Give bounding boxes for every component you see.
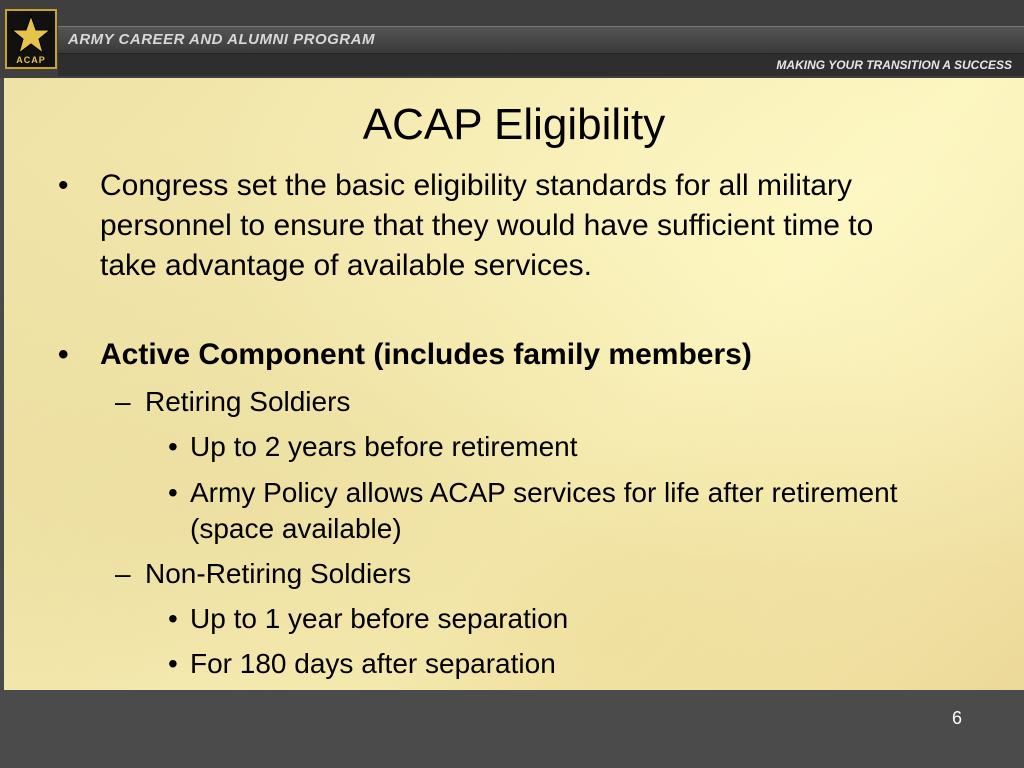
item-text: Active Component (includes family members)	[100, 338, 752, 371]
item-text: Army Policy allows ACAP services for life after retirement (space available)	[190, 477, 898, 544]
bullet-icon: •	[168, 477, 178, 508]
dash-icon: –	[115, 558, 131, 589]
star-icon	[11, 14, 51, 56]
slide-body	[4, 78, 1024, 690]
list-item	[115, 556, 945, 592]
page-number: 6	[951, 708, 962, 728]
item-text: Non-Retiring Soldiers	[145, 558, 412, 589]
list-item	[168, 646, 950, 682]
slide-title: ACAP Eligibility	[362, 100, 666, 149]
item-text: Congress set the basic eligibility standards for all military personnel to ensure that they would have sufficient time to take advantage of available services.	[100, 169, 874, 282]
list-item	[168, 429, 950, 465]
tagline: MAKING YOUR TRANSITION A SUCCESS	[776, 58, 1012, 72]
list-item	[58, 335, 980, 375]
acap-logo	[5, 9, 57, 69]
list-item	[58, 166, 930, 286]
item-text: For 180 days after separation	[190, 648, 556, 679]
bullet-list	[4, 78, 1024, 690]
list-item	[115, 384, 945, 420]
slide-footer	[0, 690, 1024, 768]
logo-text: ACAP	[16, 55, 46, 65]
item-text: Up to 1 year before separation	[190, 603, 569, 634]
list-item	[168, 601, 950, 637]
item-text: Retiring Soldiers	[145, 386, 351, 417]
slide-header	[0, 0, 1024, 78]
bullet-icon: •	[168, 648, 178, 679]
bullet-icon: •	[58, 338, 69, 371]
bullet-icon: •	[168, 431, 178, 462]
bullet-icon: •	[58, 169, 69, 202]
program-title: ARMY CAREER AND ALUMNI PROGRAM	[68, 31, 375, 48]
list-item	[168, 475, 910, 547]
item-text: Up to 2 years before retirement	[190, 431, 578, 462]
bullet-icon: •	[168, 603, 178, 634]
dash-icon: –	[115, 386, 131, 417]
